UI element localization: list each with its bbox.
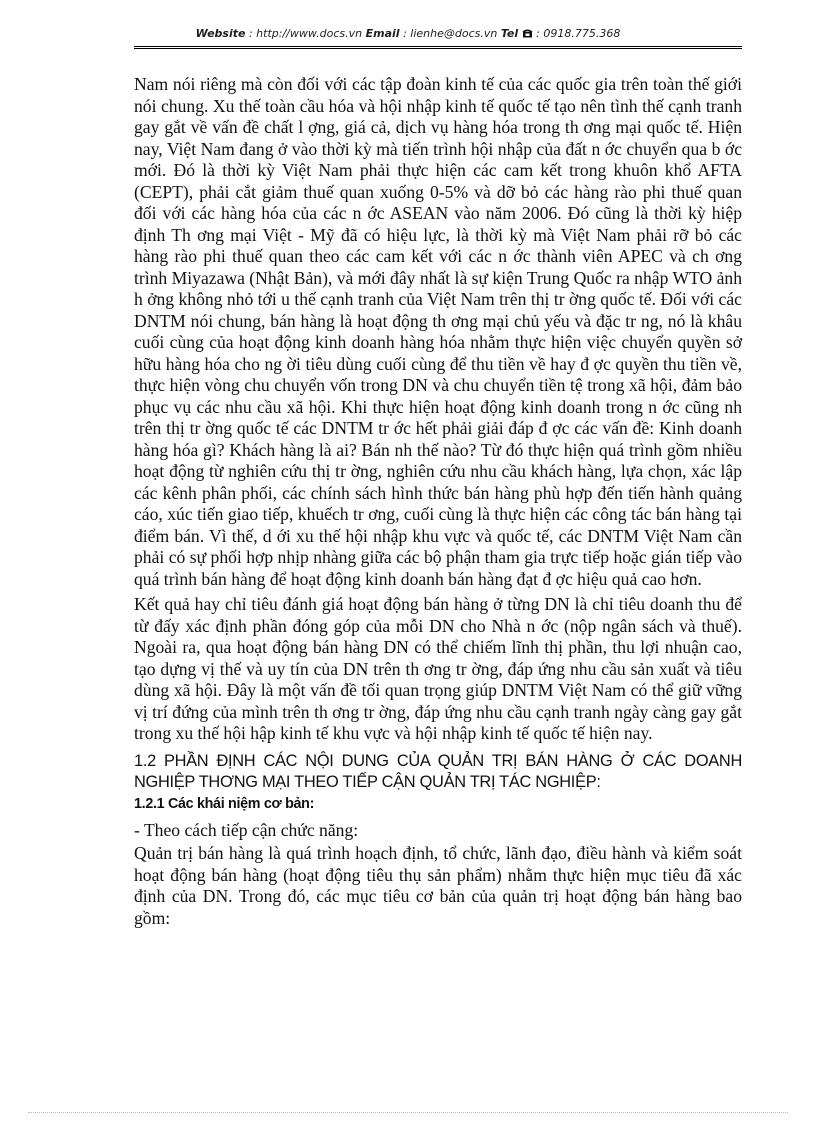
header-rule-second (134, 48, 742, 49)
definition-paragraph: Quản trị bán hàng là quá trình hoạch định, tổ chức, lãnh đạo, điều hành và kiểm soát hoạt động bán hàng (hoạt động tiêu thụ sản phẩm) nhằm thực hiện mục tiêu đã xác định của DN. Trong đó, các mục tiêu cơ bản của quản trị hoạt động bán hàng bao gồm: (134, 843, 742, 928)
header-rule (134, 46, 742, 47)
footer-rule (28, 1112, 788, 1113)
tel-label: Tel (500, 27, 519, 40)
paragraph-1: Nam nói riêng mà còn đối với các tập đoàn kinh tế của các quốc gia trên toàn thế giới nói chung. Xu thế toàn cầu hóa và hội nhập kinh tế quốc tế tạo nên tình thế cạnh tranh gay gắt về vấn đề chất l ợng, giá cả, dịch vụ hàng hóa trong th ơng mại quốc tế. Hiện nay, Việt Nam đang ở vào thời kỳ mà tiến trình hội nhập của đất n ớc chuyển qua b ớc mới. Đó là thời kỳ Việt Nam phải thực hiện các cam kết trong khuôn khổ AFTA (CEPT), phải cắt giảm thuế quan xuống 0-5% và dỡ bỏ các hàng rào phi thuế quan đối với các hàng hóa của các n ớc ASEAN vào năm 2006. Đó cũng là thời kỳ hiệp định Th ơng mại Việt - Mỹ đã có hiệu lực, là thời kỳ mà Việt Nam phải rỡ bỏ các hàng rào phi thuế quan theo các cam kết với các n ớc thành viên APEC và ch ơng trình Miyazawa (Nhật Bản), và mới đây nhất là sự kiện Trung Quốc ra nhập WTO ảnh h ởng không nhỏ tới u thế cạnh tranh của Việt Nam trên thị tr ờng quốc tế. Đối với các DNTM nói chung, bán hàng là hoạt động th ơng mại chủ yếu và đặc tr ng, nó là khâu cuối cùng của hoạt động kinh doanh hàng hóa nhằm thực hiện việc chuyển quyền sở hữu hàng hóa cho ng ời tiêu dùng cuối cùng để thu tiền về hay đ ợc quyền thu tiền về, thực hiện vòng chu chuyển vốn trong DN và chu chuyển tiền tệ trong xã hội, đảm bảo phục vụ các nhu cầu xã hội. Khi thực hiện hoạt động kinh doanh trong n ớc cũng nh trên thị tr ờng quốc tế các DNTM tr ớc hết phải giải đáp đ ợc các vấn đề: Kinh doanh hàng hóa gì? Khách hàng là ai? Bán nh thế nào? Từ đó thực hiện quá trình gồm nhiều hoạt động từ nghiên cứu thị tr ờng, nghiên cứu nhu cầu khách hàng, lựa chọn, xác lập các kênh phân phối, các chính sách hình thức bán hàng phù hợp đến tiến hành quảng cáo, xúc tiến giao tiếp, khuếch tr ơng, cuối cùng là thực hiện các công tác bán hàng tại điểm bán. Vì thế, d ới xu thế hội nhập khu vực và quốc tế, các DNTM Việt Nam cần phải có sự phối hợp nhịp nhàng giữa các bộ phận tham gia trực tiếp hoặc gián tiếp vào quá trình bán hàng để hoạt động kinh doanh bán hàng đạt đ ợc hiệu quả cao hơn. (134, 74, 742, 589)
website-label: Website (195, 27, 246, 40)
section-heading: 1.2 PHẦN ĐỊNH CÁC NỘI DUNG CỦA QUẢN TRỊ BÁN HÀNG Ở CÁC DOANH NGHIỆP THƠNG MẠI THEO TIẾP CẬN QUẢN TRỊ TÁC NGHIỆP: (134, 751, 742, 791)
approach-line: - Theo cách tiếp cận chức năng: (134, 819, 359, 840)
email-value: : lienhe@docs.vn (403, 27, 498, 40)
document-body (134, 74, 742, 933)
paragraph-2: Kết quả hay chỉ tiêu đánh giá hoạt động bán hàng ở từng DN là chỉ tiêu doanh thu để từ đấy xác định phần đóng góp của mỗi DN cho Nhà n ớc (nộp ngân sách và thuế). Ngoài ra, qua hoạt động bán hàng DN có thể chiếm lĩnh thị phần, thu lợi nhuận cao, tạo dựng vị thế và uy tín của DN trên th ơng tr ờng, đáp ứng nhu cầu sản xuất và tiêu dùng xã hội. Đây là một vấn đề tối quan trọng giúp DNTM Việt Nam có thể giữ vững vị trí đứng của mình trên th ơng tr ờng, đáp ứng nhu cầu cạnh tranh ngày càng gay gắt trong xu thế hội hập kinh tế khu vực và hội nhập kinh tế quốc tế hiện nay. (134, 594, 742, 743)
email-label: Email (365, 27, 400, 40)
subsection-heading: 1.2.1 Các khái niệm cơ bản: (134, 795, 315, 812)
website-value: : http://www.docs.vn (248, 27, 363, 40)
phone-icon (522, 28, 533, 38)
tel-value: : 0918.775.368 (536, 27, 621, 40)
page-header (0, 27, 816, 40)
